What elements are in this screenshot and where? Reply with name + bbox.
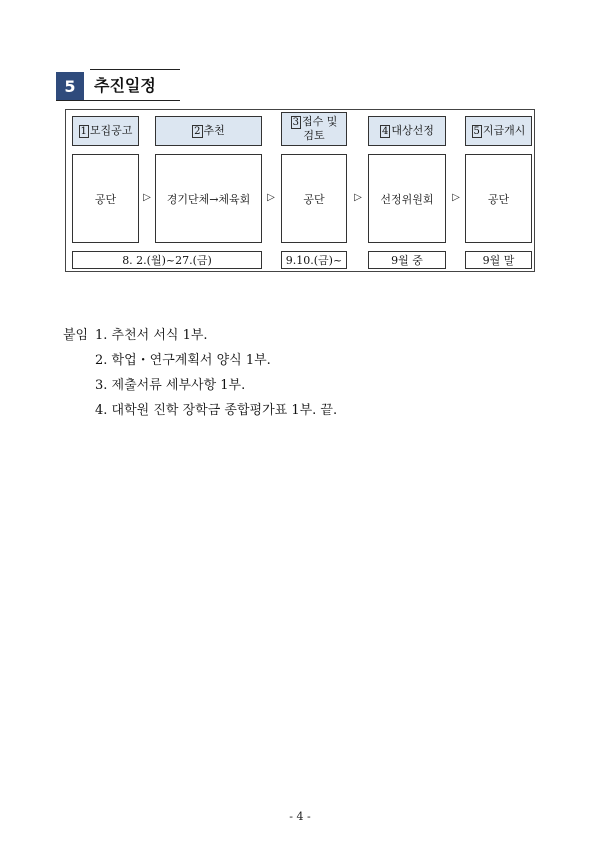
step-4-number: 4 (382, 125, 389, 137)
step-2-number: 2 (194, 125, 201, 137)
step-1-body: 공단 (72, 154, 139, 243)
step-2-title: 추천 (203, 124, 225, 137)
section-title: 추진일정 (94, 76, 156, 95)
step-4-body: 선정위원회 (368, 154, 446, 243)
attachment-item-3: 3. 제출서류 세부사항 1부. (95, 378, 246, 393)
step-3-title-line1: 접수 및 (302, 115, 338, 128)
step-3-number: 3 (292, 117, 299, 128)
page-number: - 4 - (289, 810, 311, 823)
step-5-header (465, 116, 532, 146)
step-1-number: 1 (80, 125, 87, 137)
step-5-title: 지급개시 (482, 124, 526, 137)
section-title-rule-top (90, 69, 180, 70)
step-3-title-line2: 검토 (303, 129, 325, 142)
arrow-right-icon: ▷ (354, 192, 362, 203)
section-number-badge: 5 (56, 72, 84, 100)
arrow-right-icon: ▷ (143, 192, 151, 203)
attachments-label: 붙임 (63, 328, 89, 343)
step-5-number: 5 (473, 125, 480, 137)
section-title-rule-bottom (56, 100, 180, 101)
step-1-header (72, 116, 139, 146)
date-selection: 9월 중 (368, 251, 446, 269)
step-1-title: 모집공고 (89, 124, 133, 137)
attachment-item-4: 4. 대학원 진학 장학금 종합평가표 1부. 끝. (95, 403, 338, 418)
step-4-header (368, 116, 446, 146)
step-3-body: 공단 (281, 154, 347, 243)
step-4-title: 대상선정 (391, 124, 434, 137)
date-payment: 9월 말 (465, 251, 532, 269)
step-2-body: 경기단체→체육회 (155, 154, 262, 243)
attachment-item-1: 1. 추천서 서식 1부. (95, 328, 208, 343)
arrow-right-icon: ▷ (267, 192, 275, 203)
arrow-right-icon: ▷ (452, 192, 460, 203)
step-5-body: 공단 (465, 154, 532, 243)
date-review: 9.10.(금)~ (281, 251, 347, 269)
attachment-item-2: 2. 학업・연구계획서 양식 1부. (95, 353, 271, 368)
date-recruit-recommend: 8. 2.(월)~27.(금) (72, 251, 262, 269)
step-3-header (281, 112, 347, 146)
step-2-header (155, 116, 262, 146)
